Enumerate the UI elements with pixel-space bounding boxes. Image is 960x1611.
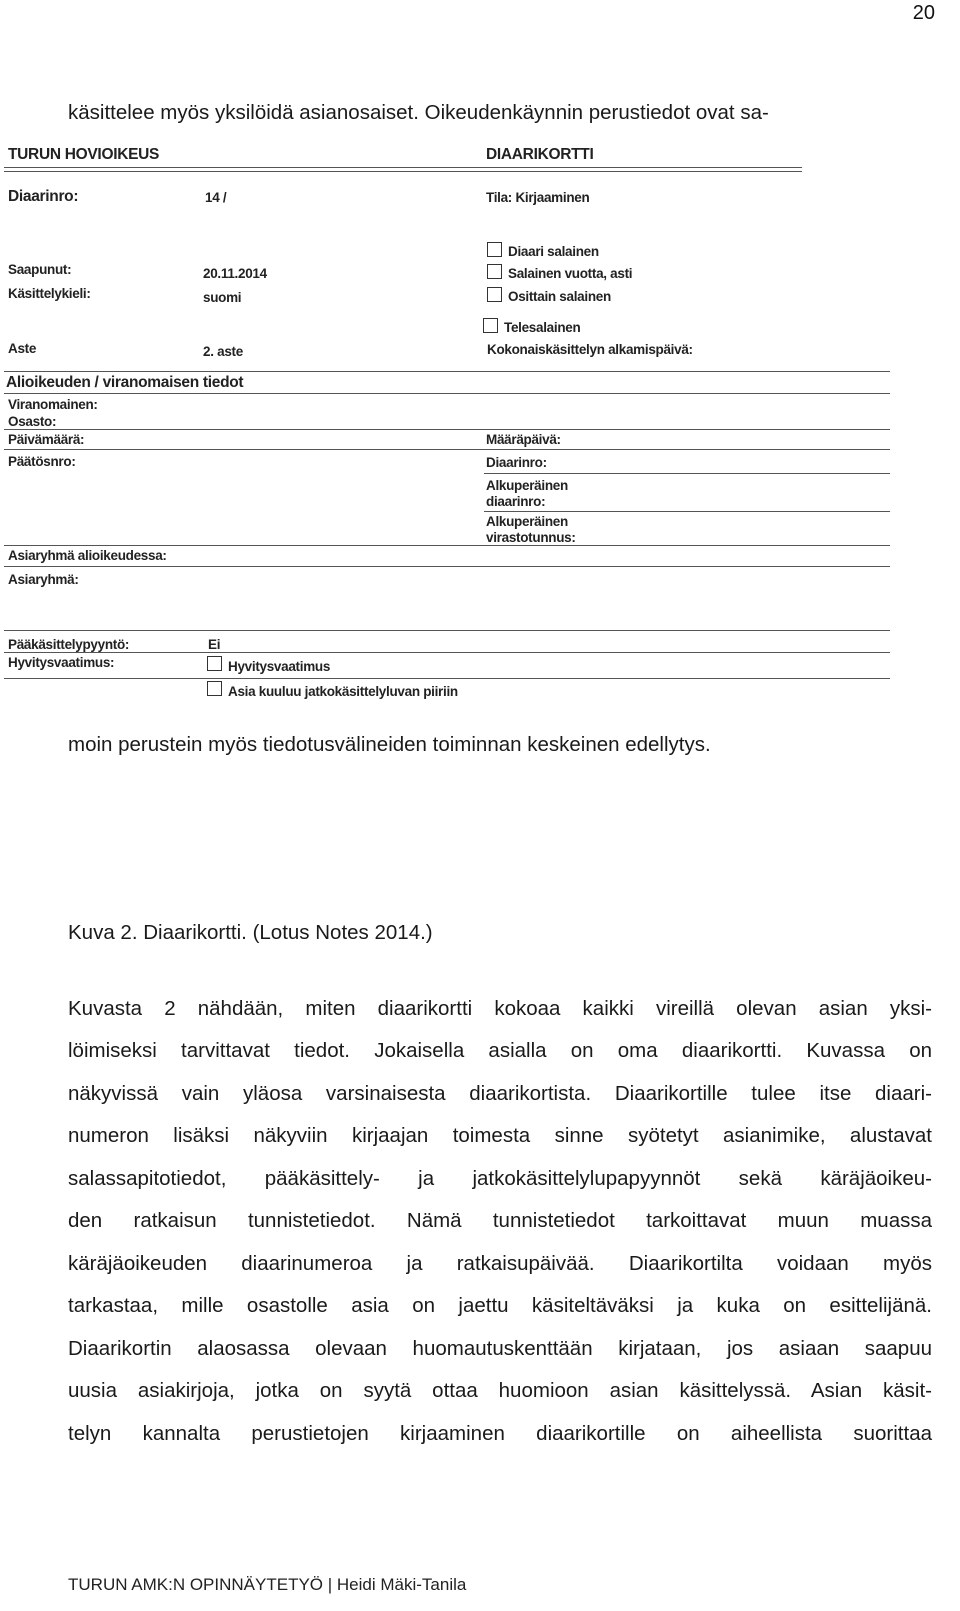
diaarinro-label: Diaarinro:	[8, 188, 79, 205]
checkbox-label: Diaari salainen	[508, 244, 599, 259]
checkbox-label: Asia kuuluu jatkokäsittelyluvan piiriin	[228, 684, 458, 699]
paragraph-line: Diaarikortin alaosassa olevaan huomautuskenttään kirjataan, jos asiaan saapuu	[68, 1337, 932, 1360]
alkuperainen-virastotunnus-label: virastotunnus:	[486, 530, 576, 545]
divider	[4, 371, 890, 372]
viranomainen-label: Viranomainen:	[8, 397, 98, 412]
checkbox-label: Salainen vuotta, asti	[508, 266, 633, 281]
section-title: Alioikeuden / viranomaisen tiedot	[6, 374, 244, 391]
kokonaiskasittely-label: Kokonaiskäsittelyn alkamispäivä:	[487, 342, 693, 357]
diaarinro2-label: Diaarinro:	[486, 455, 547, 470]
salainen-vuotta-checkbox[interactable]	[487, 264, 502, 279]
divider	[4, 393, 890, 394]
kasittelykieli-value: suomi	[203, 290, 242, 305]
paragraph-line: löimiseksi tarvittavat tiedot. Jokaisella asialla on oma diaarikortti. Kuvassa on	[68, 1039, 932, 1062]
footer: TURUN AMK:N OPINNÄYTETYÖ | Heidi Mäki-Tanila	[68, 1575, 467, 1594]
divider	[4, 429, 890, 430]
divider	[4, 630, 890, 631]
paragraph-line: telyn kannalta perustietojen kirjaaminen diaarikortille on aiheellista suorittaa	[68, 1422, 932, 1445]
paragraph-line: käräjäoikeuden diaarinumeroa ja ratkaisupäivää. Diaarikortilta voidaan myös	[68, 1252, 932, 1275]
paragraph-line: den ratkaisun tunnistetiedot. Nämä tunnistetiedot tarkoittavat muun muassa	[68, 1209, 932, 1232]
divider	[4, 545, 890, 546]
tila-status: Tila: Kirjaaminen	[486, 190, 590, 205]
divider	[4, 167, 802, 168]
diaarinro-value: 14 /	[205, 190, 227, 205]
alkuperainen-diaarinro-label: diaarinro:	[486, 494, 546, 509]
checkbox-label: Hyvitysvaatimus	[228, 659, 331, 674]
paakasittelypyynto-label: Pääkäsittelypyyntö:	[8, 637, 130, 652]
figure-caption: Kuva 2. Diaarikortti. (Lotus Notes 2014.)	[68, 921, 433, 944]
divider	[4, 652, 890, 653]
paatosnro-label: Päätösnro:	[8, 454, 76, 469]
osasto-label: Osasto:	[8, 414, 57, 429]
saapunut-label: Saapunut:	[8, 262, 72, 277]
asiaryhma-alioikeudessa-label: Asiaryhmä alioikeudessa:	[8, 548, 167, 563]
paakasittelypyynto-value: Ei	[208, 637, 221, 652]
divider	[4, 171, 802, 172]
divider	[4, 566, 890, 567]
paragraph-line: tarkastaa, mille osastolle asia on jaettu käsiteltäväksi ja kuka on esittelijänä.	[68, 1294, 932, 1317]
telesalainen-checkbox[interactable]	[483, 318, 498, 333]
divider	[4, 449, 890, 450]
court-name: TURUN HOVIOIKEUS	[8, 146, 160, 163]
paragraph-line: Kuvasta 2 nähdään, miten diaarikortti kokoaa kaikki vireillä olevan asian yksi-	[68, 997, 932, 1020]
jatkokasittely-checkbox[interactable]	[207, 681, 222, 696]
diaarikortti-figure	[0, 140, 900, 715]
paragraph-line: uusia asiakirjoja, jotka on syytä ottaa huomioon asian käsittelyssä. Asian käsit-	[68, 1379, 932, 1402]
alkuperainen-diaarinro-label: Alkuperäinen	[486, 478, 568, 493]
saapunut-value: 20.11.2014	[203, 266, 267, 281]
paragraph-line: numeron lisäksi näkyviin kirjaajan toimesta sinne syötetyt asianimike, alustavat	[68, 1124, 932, 1147]
paivamaara-label: Päivämäärä:	[8, 432, 85, 447]
hyvitysvaatimus-label: Hyvitysvaatimus:	[8, 655, 115, 670]
osittain-salainen-checkbox[interactable]	[487, 287, 502, 302]
asiaryhma-label: Asiaryhmä:	[8, 572, 79, 587]
card-title: DIAARIKORTTI	[486, 146, 594, 163]
paragraph-line: näkyvissä vain yläosa varsinaisesta diaarikortista. Diaarikortille tulee itse diaari-	[68, 1082, 932, 1105]
kasittelykieli-label: Käsittelykieli:	[8, 286, 91, 301]
text-line-top: käsittelee myös yksilöidä asianosaiset. Oikeudenkäynnin perustiedot ovat sa-	[68, 101, 769, 124]
aste-value: 2. aste	[203, 344, 243, 359]
divider	[484, 511, 890, 512]
checkbox-label: Osittain salainen	[508, 289, 611, 304]
diaari-salainen-checkbox[interactable]	[487, 242, 502, 257]
page-number: 20	[912, 2, 935, 24]
checkbox-label: Telesalainen	[504, 320, 581, 335]
paragraph-line: salassapitotiedot, pääkäsittely- ja jatkokäsittelylupapyynnöt sekä käräjäoikeu-	[68, 1167, 932, 1190]
aste-label: Aste	[8, 341, 37, 356]
divider	[484, 473, 890, 474]
text-line-after-form: moin perustein myös tiedotusvälineiden toiminnan keskeinen edellytys.	[68, 733, 711, 756]
maarapaiva-label: Määräpäivä:	[486, 432, 561, 447]
alkuperainen-virastotunnus-label: Alkuperäinen	[486, 514, 568, 529]
hyvitysvaatimus-checkbox[interactable]	[207, 656, 222, 671]
divider	[4, 678, 890, 679]
